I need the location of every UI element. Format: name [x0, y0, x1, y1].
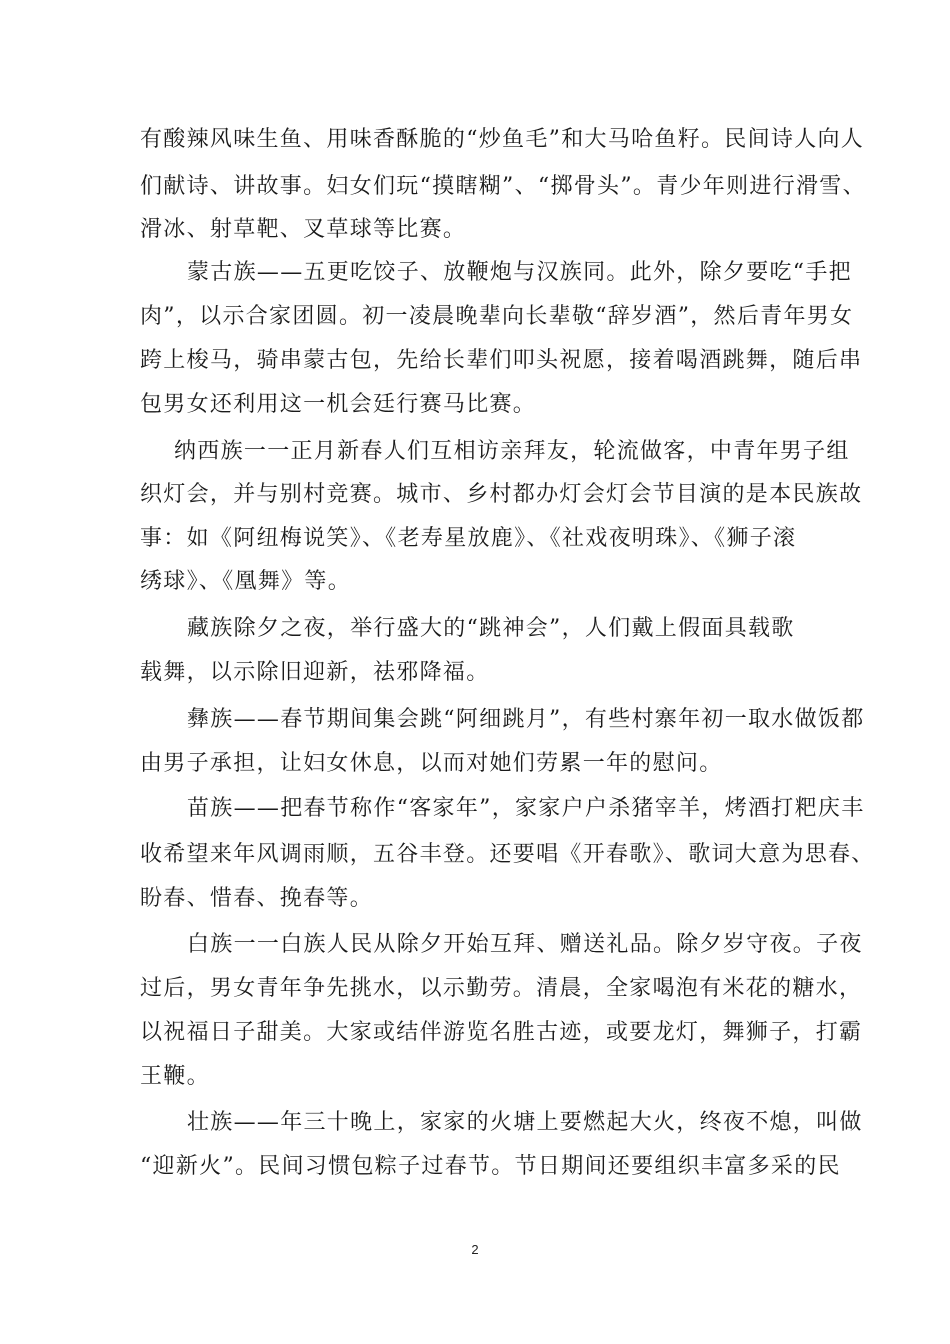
- text-line: 们献诗、讲故事。妇女们玩“摸瞎糊”、“掷骨头”。青少年则进行滑雪、: [140, 174, 866, 199]
- text-line: 白族一一白族人民从除夕开始互拜、赠送礼品。除夕岁守夜。子夜: [187, 932, 863, 957]
- text-line: 纳西族一一正月新春人们互相访亲拜友，轮流做客，中青年男子组: [174, 439, 850, 464]
- text-line: 绣球》、《凰舞》等。: [140, 569, 352, 594]
- text-line: 有酸辣风味生鱼、用味香酥脆的“炒鱼毛”和大马哈鱼籽。民间诗人向人: [140, 127, 865, 152]
- text-line: 王鞭。: [140, 1064, 210, 1089]
- text-line: 事：如《阿纽梅说笑》、《老寿星放鹿》、《社戏夜明珠》、《狮子滚: [140, 526, 797, 551]
- text-line: 盼春、惜春、挽春等。: [140, 886, 374, 911]
- text-line: 苗族——把春节称作“客家年”，家家户户杀猪宰羊，烤酒打粑庆丰: [187, 796, 865, 821]
- text-line: 滑冰、射草靶、叉草球等比赛。: [140, 217, 467, 242]
- text-line: 以祝福日子甜美。大家或结伴游览名胜古迹，或要龙灯，舞狮子，打霸: [140, 1020, 863, 1045]
- text-line: 彝族——春节期间集会跳“阿细跳月”，有些村寨年初一取水做饭都: [187, 707, 865, 732]
- text-line: “迎新火”。民间习惯包粽子过春节。节日期间还要组织丰富多采的民: [140, 1154, 841, 1179]
- text-line: 藏族除夕之夜，举行盛大的“跳神会”，人们戴上假面具载歌: [187, 616, 795, 641]
- text-line: 过后，男女青年争先挑水，以示勤劳。清晨，全家喝泡有米花的糖水，: [140, 976, 863, 1001]
- text-line: 包男女还利用这一机会廷行赛马比赛。: [140, 392, 537, 417]
- text-line: 跨上梭马，骑串蒙古包，先给长辈们叩头祝愿，接着喝酒跳舞，随后串: [140, 348, 863, 373]
- text-line: 由男子承担，让妇女休息，以而对她们劳累一年的慰问。: [140, 751, 723, 776]
- text-line: 织灯会，并与别村竞赛。城市、乡村都办灯会灯会节目演的是本民族故: [140, 482, 863, 507]
- text-line: 蒙古族——五更吃饺子、放鞭炮与汉族同。此外，除夕要吃“手把: [187, 260, 852, 285]
- text-line: 收希望来年风调雨顺，五谷丰登。还要唱《开春歌》、歌词大意为思春、: [140, 842, 875, 867]
- text-line: 载舞，以示除旧迎新，祛邪降福。: [140, 660, 490, 685]
- text-line: 壮族——年三十晚上，家家的火塘上要燃起大火，终夜不熄，叫做: [187, 1110, 863, 1135]
- page-number: 2: [471, 1242, 479, 1257]
- text-line: 肉”，以示合家团圆。初一凌晨晚辈向长辈敬“辞岁酒”，然后青年男女: [140, 304, 854, 329]
